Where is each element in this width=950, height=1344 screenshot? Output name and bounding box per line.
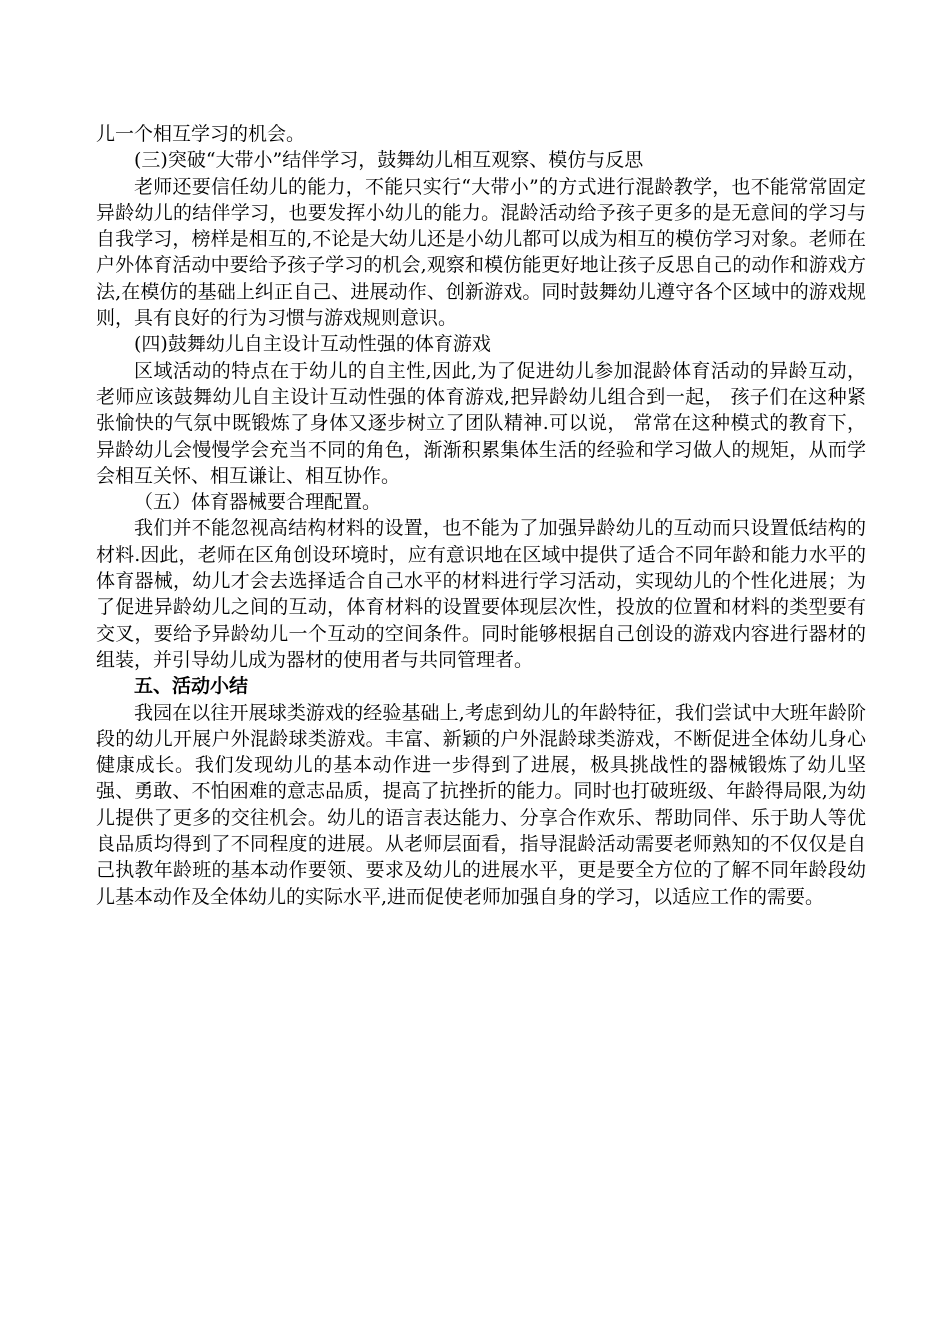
paragraph-continuation: 儿一个相互学习的机会。	[96, 123, 306, 145]
document-body	[96, 121, 866, 910]
subheading-three: (三)突破“大带小”结伴学习，鼓舞幼儿相互观察、模仿与反思	[134, 149, 644, 172]
paragraph-four: 区域活动的特点在于幼儿的自主性,因此,为了促进幼儿参加混龄体育活动的异龄互动，老师应该鼓舞幼儿自主设计互动性强的体育游戏,把异龄幼儿组合到一起， 孩子们在这种紧张愉快的气氛中既锻炼了身体又逐步树立了团队精神.可以说， 常常在这种模式的教育下，异龄幼儿会慢慢学会充当不同的角色，渐渐积累集体生活的经验和学习做人的规矩，从而学会相互关怀、相互谦让、相互协作。	[96, 359, 866, 487]
paragraph-five: 我们并不能忽视高结构材料的设置，也不能为了加强异龄幼儿的互动而只设置低结构的材料.因此，老师在区角创设环境时，应有意识地在区域中提供了适合不同年龄和能力水平的体育器械，幼儿才会去选择适合自己水平的材料进行学习活动，实现幼儿的个性化进展；为了促进异龄幼儿之间的互动，体育材料的设置要体现层次性，投放的位置和材料的类型要有交叉，要给予异龄幼儿一个互动的空间条件。同时能够根据自己创设的游戏内容进行器材的组装，并引导幼儿成为器材的使用者与共同管理者。	[96, 517, 866, 671]
subheading-five: （五）体育器械要合理配置。	[134, 491, 382, 514]
paragraph-three: 老师还要信任幼儿的能力，不能只实行“大带小”的方式进行混龄教学，也不能常常固定异龄幼儿的结伴学习，也要发挥小幼儿的能力。混龄活动给予孩子更多的是无意间的学习与自我学习，榜样是相互的,不论是大幼儿还是小幼儿都可以成为相互的模仿学习对象。老师在户外体育活动中要给予孩子学习的机会,观察和模仿能更好地让孩子反思自己的动作和游戏方法,在模仿的基础上纠正自己、进展动作、创新游戏。同时鼓舞幼儿遵守各个区域中的游戏规则，具有良好的行为习惯与游戏规则意识。	[96, 175, 866, 330]
section-five-title: 五、活动小结	[134, 675, 249, 698]
subheading-four: (四)鼓舞幼儿自主设计互动性强的体育游戏	[134, 333, 491, 356]
paragraph-six: 我园在以往开展球类游戏的经验基础上,考虑到幼儿的年龄特征，我们尝试中大班年龄阶段的幼儿开展户外混龄球类游戏。丰富、新颖的户外混龄球类游戏，不断促进全体幼儿身心健康成长。我们发现幼儿的基本动作进一步得到了进展，极具挑战性的器械锻炼了幼儿坚强、勇敢、不怕困难的意志品质，提高了抗挫折的能力。同时也打破班级、年龄得局限,为幼儿提供了更多的交往机会。幼儿的语言表达能力、分享合作欢乐、帮助同伴、乐于助人等优良品质均得到了不同程度的进展。从老师层面看，指导混龄活动需要老师熟知的不仅仅是自己执教年龄班的基本动作要领、要求及幼儿的进展水平，更是要全方位的了解不同年龄段幼儿基本动作及全体幼儿的实际水平,进而促使老师加强自身的学习，以适应工作的需要。	[96, 701, 866, 908]
